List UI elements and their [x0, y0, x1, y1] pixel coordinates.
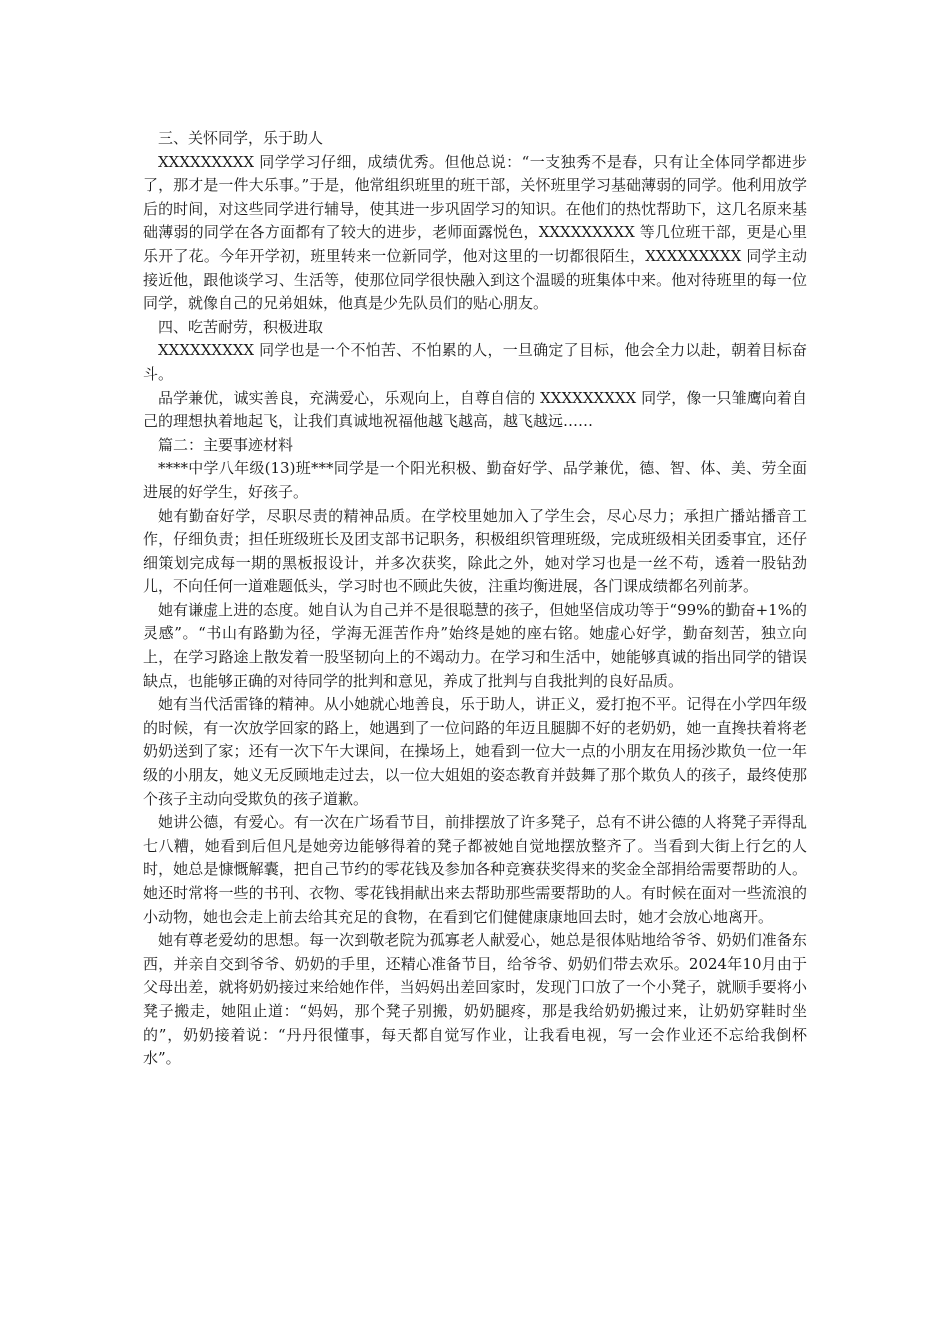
paragraph: 她有尊老爱幼的思想。每一次到敬老院为孤寡老人献爱心，她总是很体贴地给爷爷、奶奶们准备东西，并亲自交到爷爷、奶奶的手里，还精心准备节目，给爷爷、奶奶们带去欢乐。2024年10月由于父母出差，就将奶奶接过来给她作伴，当妈妈出差回家时，发现门口放了一个小凳子，就顺手要将小凳子搬走，她阻止道：“妈妈，那个凳子别搬，奶奶腿疼，那是我给奶奶搬过来，让奶奶穿鞋时坐的”，奶奶接着说：“丹丹很懂事，每天都自觉写作业，让我看电视，写一会作业还不忘给我倒杯水”。 — [143, 931, 807, 1068]
paragraph: 她讲公德，有爱心。有一次在广场看节目，前排摆放了许多凳子，总有不讲公德的人将凳子弄得乱七八糟，她看到后但凡是她旁边能够得着的凳子都被她自觉地摆放整齐了。当看到大街上行乞的人时，她总是慷慨解囊，把自己节约的零花钱及参加各种竞赛获奖得来的奖金全部捐给需要帮助的人。她还时常将一些的书刊、衣物、零花钱捐献出来去帮助那些需要帮助的人。有时候在面对一些流浪的小动物，她也会走上前去给其充足的食物，在看到它们健健康康地回去时，她才会放心地离开。 — [143, 813, 807, 926]
chapter-heading: 篇二：主要事迹材料 — [158, 435, 294, 454]
paragraph: 她有当代活雷锋的精神。从小她就心地善良，乐于助人，讲正义，爱打抱不平。记得在小学四年级的时候，有一次放学回家的路上，她遇到了一位问路的年迈且腿脚不好的老奶奶，她一直搀扶着将老奶奶送到了家；还有一次下午大课间，在操场上，她看到一位大一点的小朋友在用扬沙欺负一位一年级的小朋友，她义无反顾地走过去，以一位大姐姐的姿态教育并鼓舞了那个欺负人的孩子，最终使那个孩子主动向受欺负的孩子道歉。 — [143, 695, 807, 808]
paragraph: 她有勤奋好学，尽职尽责的精神品质。在学校里她加入了学生会，尽心尽力；承担广播站播音工作，仔细负责；担任班级班长及团支部书记职务，积极组织管理班级，完成班级相关团委事宜，还仔细策划完成每一期的黑板报设计，并多次获奖，除此之外，她对学习也是一丝不苟，透着一股钻劲儿，不向任何一道难题低头，学习时也不顾此失彼，注重均衡进展，各门课成绩都名列前茅。 — [143, 506, 807, 596]
paragraph: 品学兼优，诚实善良，充满爱心，乐观向上，自尊自信的 XXXXXXXXX 同学，像一只雏鹰向着自己的理想执着地起飞，让我们真诚地祝福他越飞越高，越飞越远…… — [143, 388, 807, 431]
paragraph: ****中学八年级(13)班***同学是一个阳光积极、勤奋好学、品学兼优，德、智、体、美、劳全面进展的好学生，好孩子。 — [143, 459, 807, 501]
paragraph: XXXXXXXXX 同学也是一个不怕苦、不怕累的人，一旦确定了目标，他会全力以赴，朝着目标奋斗。 — [143, 341, 807, 383]
paragraph: XXXXXXXXX 同学学习仔细，成绩优秀。但他总说：“一支独秀不是春，只有让全体同学都进步了，那才是一件大乐事。”于是，他常组织班里的班干部，关怀班里学习基础薄弱的同学。他利用放学后的时间，对这些同学进行辅导，使其进一步巩固学习的知识。在他们的热忱帮助下，这几名原来基础薄弱的同学在各方面都有了较大的进步，老师面露悦色，XXXXXXXXX 等几位班干部，更是心里乐开了花。今年开学初，班里转来一位新同学，他对这里的一切都很陌生，XXXXXXXXX 同学主动接近他，跟他谈学习、生活等，使那位同学很快融入到这个温暖的班集体中来。他对待班里的每一位同学，就像自己的兄弟姐妹，他真是少先队员们的贴心朋友。 — [143, 152, 807, 313]
section-heading-3: 三、关怀同学，乐于助人 — [158, 129, 324, 147]
document-body — [143, 127, 807, 1071]
paragraph: 她有谦虚上进的态度。她自认为自己并不是很聪慧的孩子，但她坚信成功等于“99%的勤奋+1%的灵感”。“书山有路勤为径，学海无涯苦作舟”始终是她的座右铭。她虚心好学，勤奋刻苦，独立向上，在学习路途上散发着一股坚韧向上的不竭动力。在学习和生活中，她能够真诚的指出同学的错误缺点，也能够正确的对待同学的批判和意见，养成了批判与自我批判的良好品质。 — [143, 600, 807, 690]
section-heading-4: 四、吃苦耐劳，积极进取 — [158, 317, 324, 336]
